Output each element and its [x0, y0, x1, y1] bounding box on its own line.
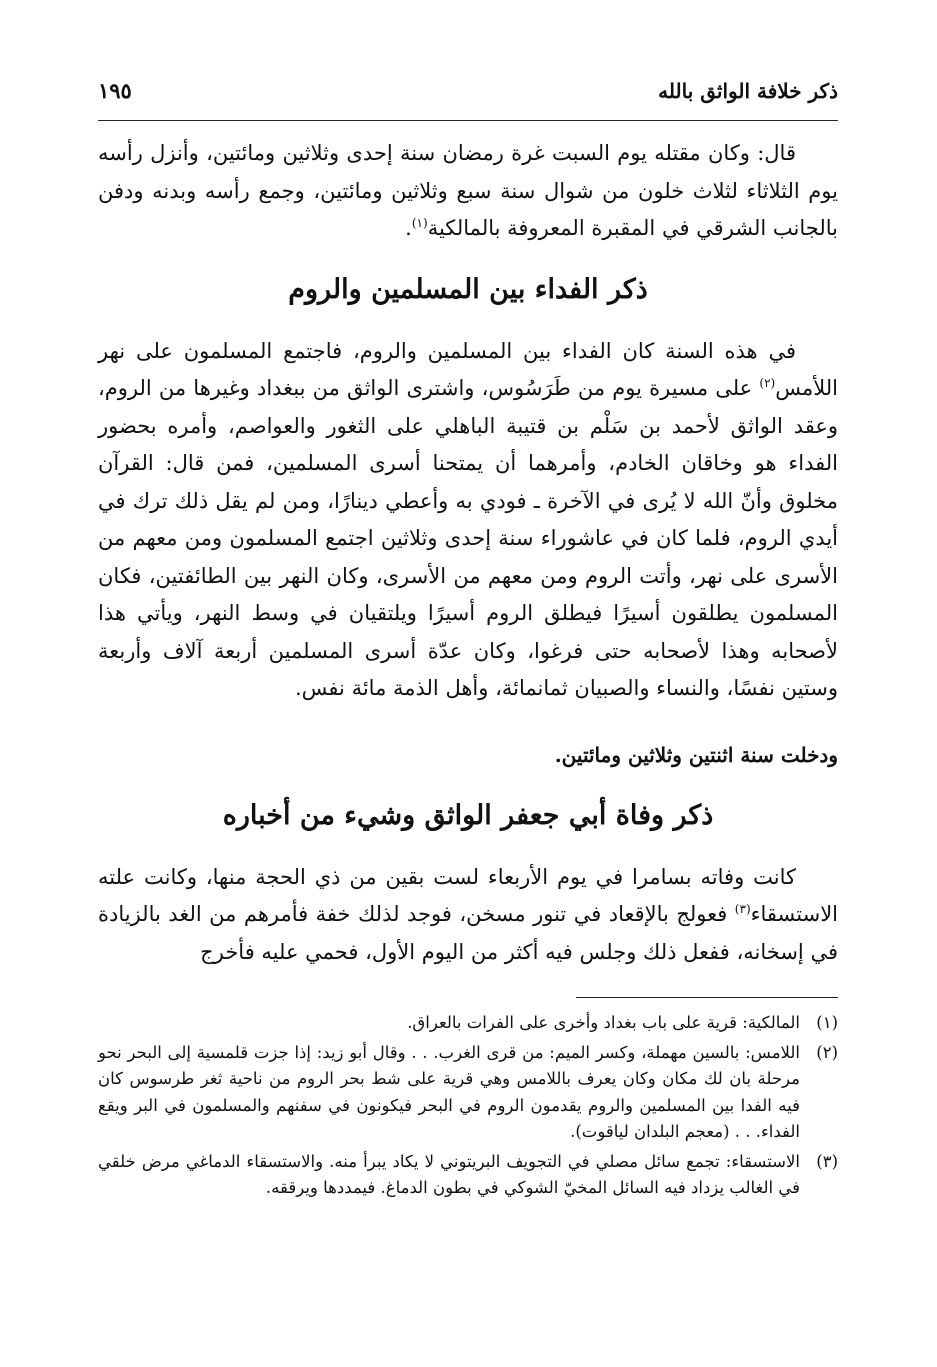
paragraph-text-cont: فعولج بالإقعاد في تنور مسخن، فوجد لذلك خفة فأمرهم من الغد بالزيادة في إسخانه، ففعل ذلك وجلس فيه أكثر من اليوم الأول، فحمي عليه فأخرج [98, 902, 838, 964]
paragraph-killing-date [98, 135, 838, 248]
section-heading-ransom: ذكر الفداء بين المسلمين والروم [288, 273, 648, 305]
paragraph-text-cont: على مسيرة يوم من طَرَسُوس، واشترى الواثق من ببغداد وغيرها من الروم، وعقد الواثق لأحمد بن سَلْم بن قتيبة الباهلي على الثغور والعواصم، وأمره بحضور الفداء هو وخاقان الخادم، وأمرهما أن يمتحنا أسرى المسلمين، فمن قال: القرآن مخلوق وأنّ الله لا يُرى في الآخرة ـ فودي به وأعطي دينارًا، ومن لم يقل ذلك ترك في أيدي الروم، فلما كان في عاشوراء سنة إحدى وثلاثين اجتمع المسلمون ومن معهم من الأسرى على نهر، وأتت الروم ومن معهم من الأسرى، وكان النهر بين الطائفتين، فكان المسلمون يطلقون أسيرًا فيطلق الروم أسيرًا ويلتقيان في وسط النهر، ويأتي هذا لأصحابه وهذا لأصحابه حتى فرغوا، وكان عدّة أسرى المسلمين أربعة آلاف وأربعة وستين نفسًا، والنساء والصبيان ثمانمائة، وأهل الذمة مائة نفس. [98, 376, 838, 700]
footnote-item [98, 1010, 838, 1037]
footnote-number: (٣) [816, 1151, 838, 1171]
paragraph-text: كانت وفاته بسامرا في يوم الأربعاء لست بقين من ذي الحجة منها، وكانت علته الاستسقاء [98, 864, 838, 926]
paragraph-text: قال: وكان مقتله يوم السبت غرة رمضان سنة إحدى وثلاثين ومائتين، وأنزل رأسه يوم الثلاثاء لثلاث خلون من شوال سنة سبع وثلاثين ومائتين، وجمع رأسه وبدنه ودفن بالجانب الشرقي في المقبرة المعروفة بالمالكية [98, 141, 839, 240]
footnote-number: (٢) [816, 1042, 838, 1062]
footnote-ref-3: (٣) [734, 902, 751, 916]
footnote-text: الاستسقاء: تجمع سائل مصلي في التجويف البريتوني لا يكاد يبرأ منه. والاستسقاء الدماغي مرض خلقي في الغالب يزداد فيه السائل المخيّ الشوكي في بطون الدماغ. فيمددها ويرققه. [98, 1151, 800, 1197]
year-entry-line: ودخلت سنة اثنتين وثلاثين ومائتين. [554, 742, 838, 767]
footnote-text: اللامس: بالسين مهملة، وكسر الميم: من قرى الغرب. . . وقال أبو زيد: إذا جزت قلمسية إلى البحر نحو مرحلة بان لك مكان وكان يعرف باللامس وهي قرية على شط بحر الروم من ناحية ثغر طرسوس كان فيه الفدا بين المسلمين والروم يقدمون الروم في البحر فيكونون في سفنهم والمسلمون في البر ويقع الفداء. . . (معجم البلدان لياقوت). [98, 1042, 800, 1141]
page-number: ١٩٥ [98, 78, 132, 103]
running-title: ذكر خلافة الواثق بالله [658, 79, 838, 103]
footnote-item [98, 1149, 838, 1202]
book-page [98, 78, 838, 1205]
footnote-ref-1: (١) [411, 216, 428, 230]
paragraph-death [98, 859, 838, 972]
page-header [98, 78, 838, 120]
section-heading-death: ذكر وفاة أبي جعفر الواثق وشيء من أخباره [222, 799, 714, 831]
footnotes [98, 1010, 838, 1202]
footnote-number: (١) [816, 1013, 838, 1032]
footnote-text: المالكية: قرية على باب بغداد وأخرى على الفرات بالعراق. [407, 1013, 800, 1032]
paragraph-end: . [405, 216, 412, 240]
footnote-item [98, 1040, 838, 1146]
header-rule [98, 120, 838, 121]
footnote-rule [576, 997, 838, 998]
footnote-ref-2: (٢) [759, 376, 776, 390]
paragraph-text: في هذه السنة كان الفداء بين المسلمين والروم، فاجتمع المسلمون على نهر اللأمس [98, 338, 838, 400]
paragraph-ransom [98, 333, 838, 708]
